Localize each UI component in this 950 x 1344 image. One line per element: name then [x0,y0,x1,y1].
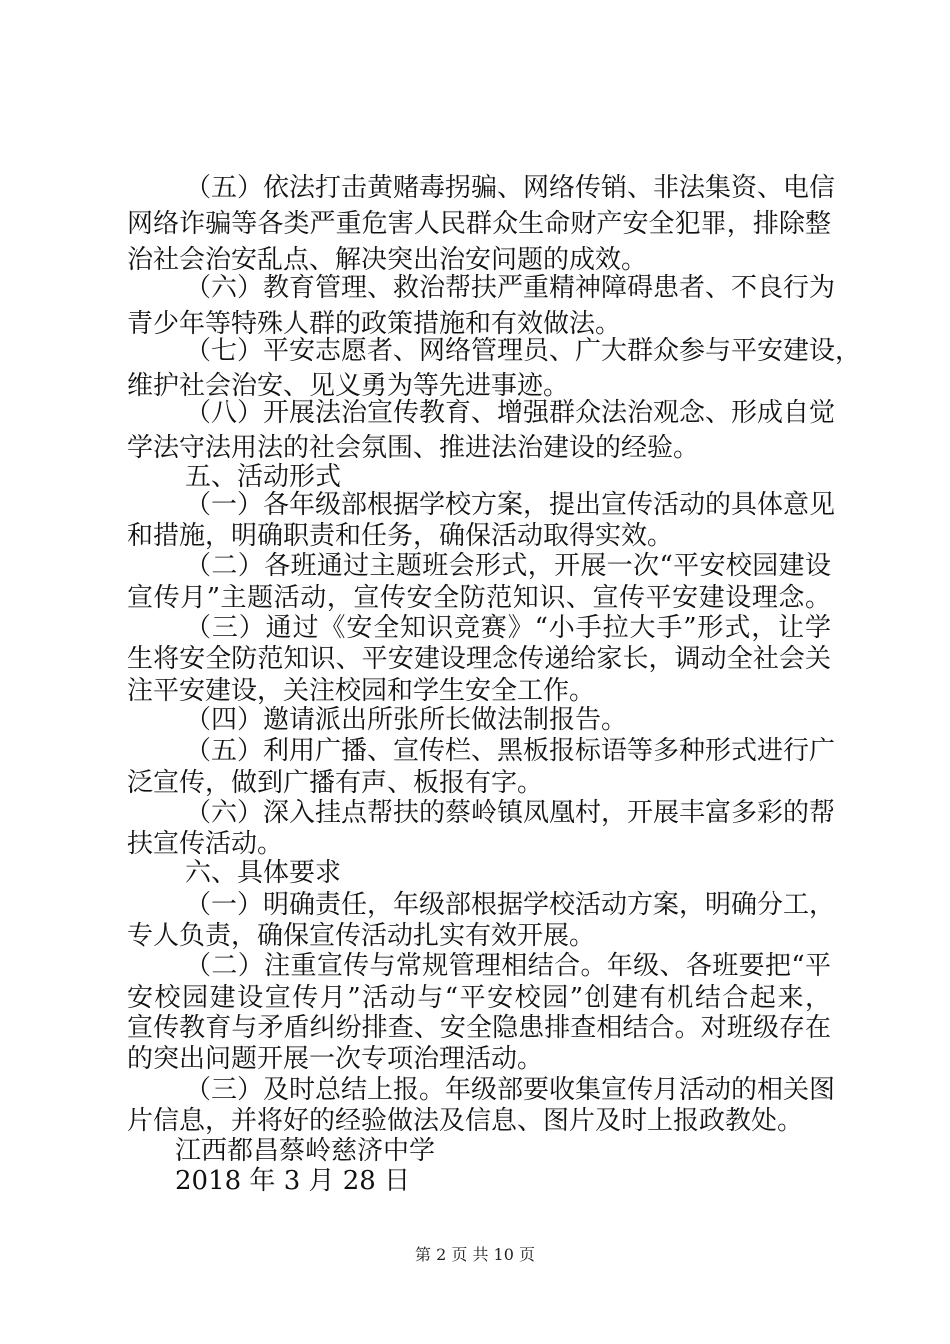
text-line: 生将安全防范知识、平安建设理念传递给家长，调动全社会关 [127,644,831,674]
signature-school: 江西都昌蔡岭慈济中学 [175,1136,436,1166]
text-line: 学法守法用法的社会氛围、推进法治建设的经验。 [127,433,700,463]
text-line: 扶宣传活动。 [127,829,284,859]
text-line: （二）注重宣传与常规管理相结合。年级、各班要把“平 [185,951,831,981]
text-line: 安校园建设宣传月”活动与“平安校园”创建有机结合起来， [127,983,831,1013]
text-line: 泛宣传，做到广播有声、板报有字。 [127,768,544,798]
text-line: 注平安建设，关注校园和学生安全工作。 [127,676,596,706]
text-line: 青少年等特殊人群的政策措施和有效做法。 [127,309,622,339]
text-line: （三）及时总结上报。年级部要收集宣传月活动的相关图 [185,1075,836,1105]
text-line: （六）深入挂点帮扶的蔡岭镇凤凰村，开展丰富多彩的帮 [185,798,836,828]
section-heading: 五、活动形式 [185,462,342,492]
text-line: 的突出问题开展一次专项治理活动。 [127,1044,544,1074]
text-line: （五）依法打击黄赌毒拐骗、网络传销、非法集资、电信 [185,173,836,203]
text-line: 片信息，并将好的经验做法及信息、图片及时上报政教处。 [127,1106,804,1136]
text-line: 维护社会治安、见义勇为等先进事迹。 [127,371,570,401]
text-line: （一）各年级部根据学校方案，提出宣传活动的具体意见 [185,490,836,520]
text-line: 和措施，明确职责和任务，确保活动取得实效。 [127,521,674,551]
text-line: （四）邀请派出所张所长做法制报告。 [185,705,628,735]
section-heading: 六、具体要求 [185,858,342,888]
text-line: 专人负责，确保宣传活动扎实有效开展。 [127,921,596,951]
signature-date: 2018 年 3 月 28 日 [175,1166,411,1196]
text-line: （二）各班通过主题班会形式，开展一次“平安校园建设 [185,551,831,581]
text-line: （五）利用广播、宣传栏、黑板报标语等多种形式进行广 [185,736,836,766]
text-line: 宣传教育与矛盾纠纷排查、安全隐患排查相结合。对班级存在 [127,1013,831,1043]
text-line: （八）开展法治宣传教育、增强群众法治观念、形成自觉 [185,398,836,428]
page-number-footer: 第 2 页 共 10 页 [415,1245,535,1264]
text-line: 网络诈骗等各类严重危害人民群众生命财产安全犯罪，排除整 [127,209,831,239]
text-line: （七）平安志愿者、网络管理员、广大群众参与平安建设， [185,336,862,366]
text-line: 治社会治安乱点、解决突出治安问题的成效。 [127,245,648,275]
text-line: （六）教育管理、救治帮扶严重精神障碍患者、不良行为 [185,273,836,303]
text-line: （一）明确责任，年级部根据学校活动方案，明确分工， [185,890,836,920]
text-line: （三）通过《安全知识竞赛》“小手拉大手”形式，让学 [185,613,831,643]
text-line: 宣传月”主题活动，宣传安全防范知识、宣传平安建设理念。 [127,583,831,613]
